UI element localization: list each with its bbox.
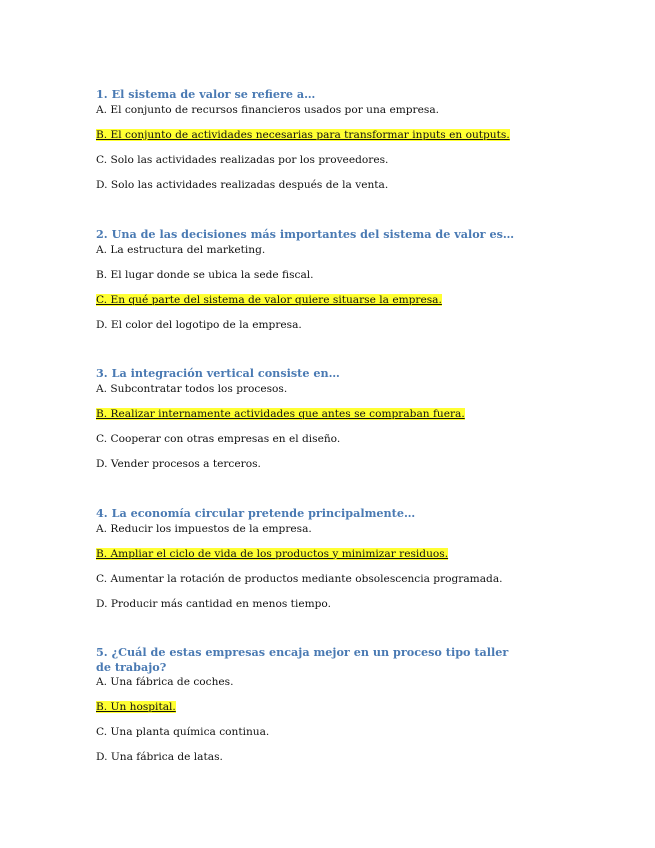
option-d: D. Solo las actividades realizadas después de la venta.	[96, 178, 389, 191]
question-title: 3. La integración vertical consiste en…	[96, 366, 340, 380]
option-b: B. Realizar internamente actividades que antes se compraban fuera.	[96, 407, 465, 420]
option-c: C. Solo las actividades realizadas por los proveedores.	[96, 153, 389, 166]
option-c: C. En qué parte del sistema de valor quiere situarse la empresa.	[96, 293, 442, 306]
question-title: 4. La economía circular pretende principalmente…	[96, 506, 416, 520]
option-c: C. Aumentar la rotación de productos mediante obsolescencia programada.	[96, 572, 503, 585]
option-c: C. Cooperar con otras empresas en el diseño.	[96, 432, 341, 445]
question-5	[96, 645, 526, 775]
option-a: A. Subcontratar todos los procesos.	[96, 382, 288, 395]
option-d: D. Vender procesos a terceros.	[96, 457, 261, 470]
option-a: A. Una fábrica de coches.	[96, 676, 234, 688]
question-3	[96, 366, 526, 482]
option-c: C. Una planta química continua.	[96, 726, 270, 738]
option-d: D. El color del logotipo de la empresa.	[96, 318, 302, 331]
option-b: B. Un hospital.	[96, 701, 176, 713]
option-b: B. Ampliar el ciclo de vida de los productos y minimizar residuos.	[96, 547, 449, 560]
option-b: B. El lugar donde se ubica la sede fiscal.	[96, 268, 314, 281]
question-title: 2. Una de las decisiones más importantes del sistema de valor es…	[96, 227, 515, 241]
option-a: A. La estructura del marketing.	[96, 243, 266, 256]
question-2	[96, 227, 526, 343]
option-d: D. Producir más cantidad en menos tiempo.	[96, 597, 331, 610]
question-title: 1. El sistema de valor se refiere a…	[96, 87, 316, 101]
question-title: 5. ¿Cuál de estas empresas encaja mejor en un proceso tipo taller de trabajo?	[96, 645, 509, 674]
question-4	[96, 506, 526, 622]
option-b: B. El conjunto de actividades necesarias para transformar inputs en outputs.	[96, 128, 510, 141]
option-d: D. Una fábrica de latas.	[96, 751, 223, 763]
option-a: A. El conjunto de recursos financieros usados por una empresa.	[96, 103, 440, 116]
option-a: A. Reducir los impuestos de la empresa.	[96, 522, 312, 535]
question-1	[96, 87, 526, 203]
